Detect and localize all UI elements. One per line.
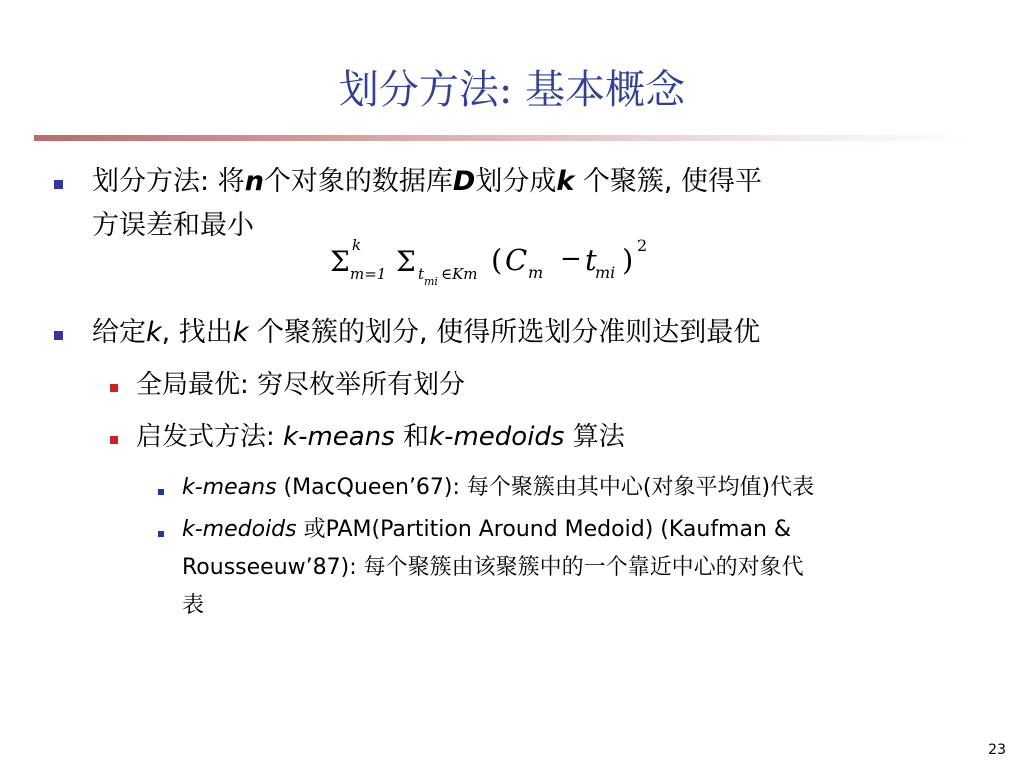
var-k: k bbox=[232, 317, 249, 348]
sub3b-text: Rousseeuw’87): bbox=[182, 555, 364, 580]
var-t: t bbox=[585, 243, 597, 277]
bullet1-text: 划分成 bbox=[475, 166, 557, 197]
sub2-text: 算法 bbox=[564, 422, 625, 452]
bullet2-text: 个聚簇的划分, 使得所选划分准则达到最优 bbox=[248, 317, 761, 348]
sum-lower-set: ∈Km bbox=[441, 265, 478, 283]
close-paren: ) bbox=[622, 243, 634, 277]
sub2-text: 启发式方法: bbox=[136, 422, 284, 452]
sub1-line: 全局最优: 穷尽枚举所有划分 bbox=[136, 370, 466, 400]
bullet-marker bbox=[54, 331, 63, 340]
kmeans-term: k-means bbox=[283, 422, 395, 452]
slide-title: 划分方法: 基本概念 bbox=[338, 67, 686, 113]
sum-lower-limit: m=1 bbox=[350, 265, 387, 283]
bullet2-text: 给定 bbox=[92, 317, 146, 348]
sub3a-text: (MacQueen’67): bbox=[276, 475, 467, 500]
var-C-sub: m bbox=[528, 263, 544, 282]
sum-upper-limit: k bbox=[352, 236, 362, 254]
sub3b-line1 bbox=[182, 519, 791, 541]
minus-sign: − bbox=[560, 244, 582, 274]
sum-symbol: Σ bbox=[330, 245, 350, 278]
bullet-marker bbox=[54, 180, 63, 189]
var-t-sub: mi bbox=[595, 263, 616, 282]
exponent: 2 bbox=[637, 236, 648, 255]
title-divider bbox=[34, 135, 976, 141]
var-n: n bbox=[244, 166, 264, 197]
kmeans-term: k-means bbox=[182, 475, 277, 500]
sub2-text: 和 bbox=[394, 422, 430, 452]
sub-bullet-marker bbox=[110, 436, 118, 444]
squared-error-formula bbox=[330, 236, 660, 292]
sub3a-line bbox=[182, 477, 814, 499]
sub-sub-bullet-marker bbox=[158, 489, 164, 495]
sub-bullet-marker bbox=[110, 384, 118, 392]
var-k: k bbox=[556, 166, 575, 197]
sub2-line bbox=[136, 424, 625, 450]
var-k: k bbox=[146, 317, 162, 348]
bullet1-text: 个聚簇, 使得平 bbox=[574, 166, 763, 197]
kmedoids-term: k-medoids bbox=[429, 422, 565, 452]
bullet2-line bbox=[92, 319, 760, 346]
sub3b-text: 每个聚簇由该聚簇中的一个靠近中心的对象代 bbox=[363, 555, 804, 580]
page-number: 23 bbox=[988, 742, 1006, 758]
sum-lower-sub: mi bbox=[424, 275, 438, 288]
sum-lower-var: t bbox=[418, 265, 425, 283]
var-C: C bbox=[505, 243, 528, 277]
sum-symbol: Σ bbox=[396, 245, 416, 278]
var-D: D bbox=[452, 166, 476, 197]
bullet1-text: 划分方法: 将 bbox=[92, 166, 245, 197]
sub3b-line2 bbox=[182, 557, 804, 579]
bullet1-line2: 方误差和最小 bbox=[92, 210, 254, 241]
kmedoids-term: k-medoids bbox=[182, 517, 297, 542]
sub3a-text: 每个聚簇由其中心(对象平均值)代表 bbox=[466, 475, 815, 500]
sub-sub-bullet-marker bbox=[158, 531, 164, 537]
bullet1-text: 个对象的数据库 bbox=[263, 166, 453, 197]
open-paren: ( bbox=[491, 243, 503, 277]
bullet2-text: , 找出 bbox=[161, 317, 233, 348]
bullet1-line1 bbox=[92, 168, 762, 195]
sub3b-text: 或PAM(Partition Around Medoid) (Kaufman & bbox=[296, 517, 792, 542]
sub3b-line3: 表 bbox=[182, 593, 205, 618]
